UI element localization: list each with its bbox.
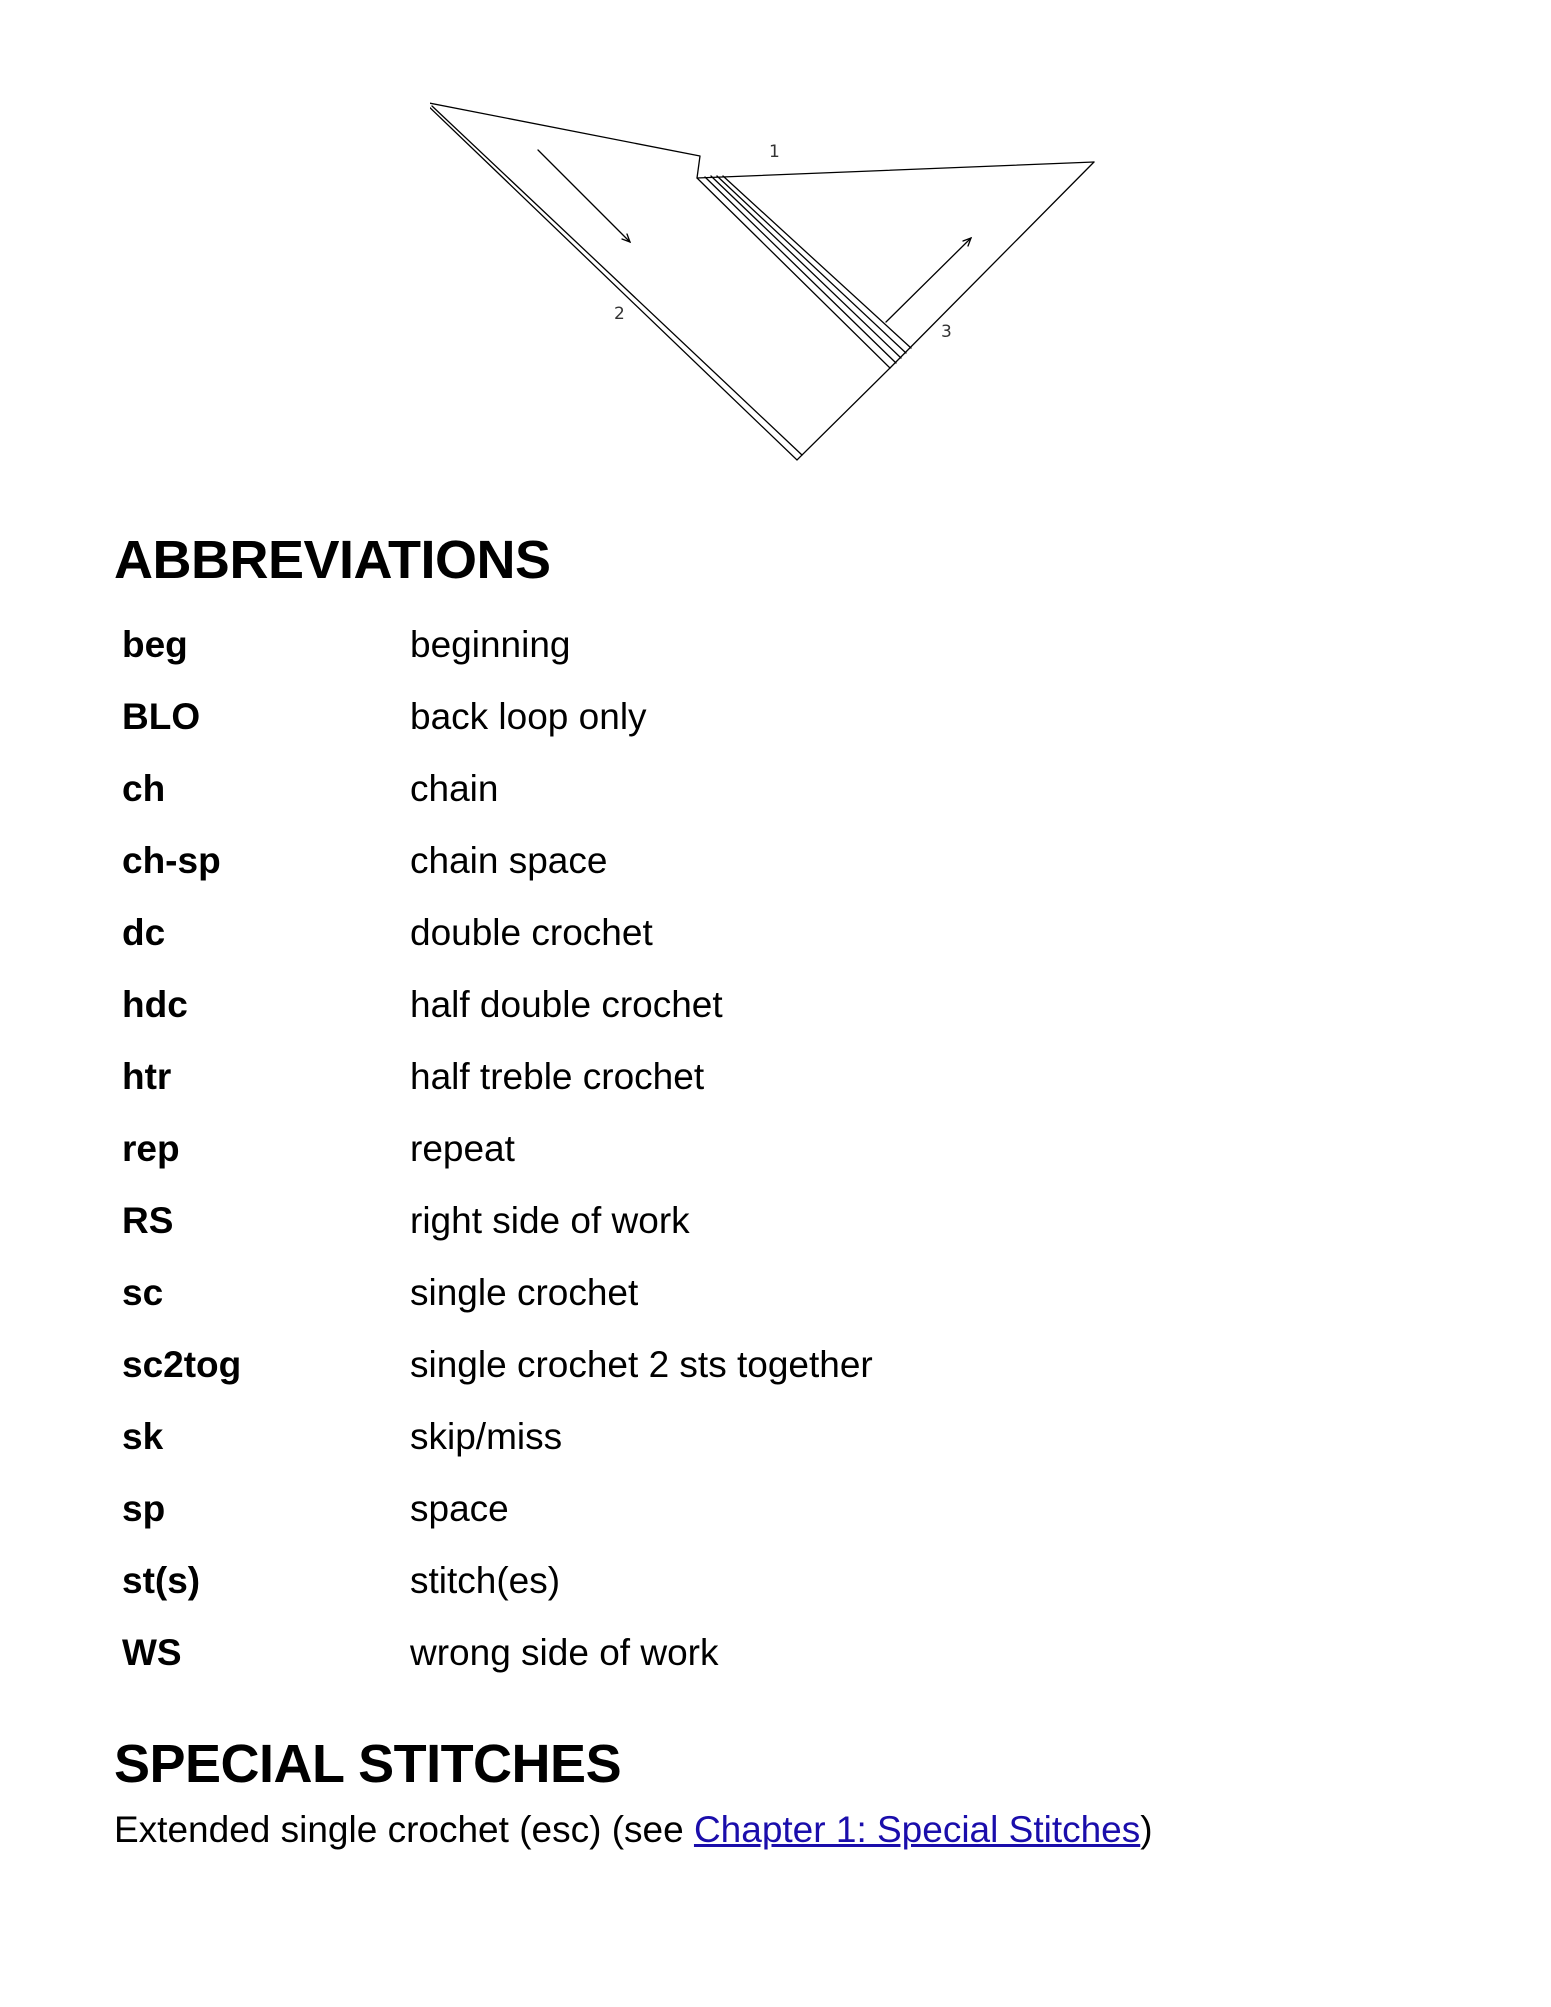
abbreviation-definition: half double crochet (410, 983, 723, 1025)
abbreviation-term: sc (122, 1271, 164, 1313)
abbreviation-definition: single crochet 2 sts together (410, 1343, 873, 1385)
abbreviation-definition: chain (410, 767, 499, 809)
abbreviation-term: beg (122, 623, 188, 665)
abbreviations-heading: ABBREVIATIONS (114, 530, 551, 590)
abbreviation-definition: half treble crochet (410, 1055, 705, 1097)
abbreviation-definition: chain space (410, 839, 608, 881)
direction-arrow-left (538, 150, 630, 242)
shawl-diagram-svg (430, 90, 1130, 490)
special-stitches-text (114, 1808, 1153, 1852)
abbreviation-definition: space (410, 1487, 509, 1529)
abbreviation-term: sp (122, 1487, 166, 1529)
special-stitches-chapter-link[interactable]: Chapter 1: Special Stitches (693, 1809, 1141, 1850)
abbreviation-term: hdc (122, 983, 188, 1025)
abbreviation-definition: right side of work (410, 1199, 690, 1241)
stripe-line-4 (723, 176, 911, 348)
abbreviation-row (122, 1328, 873, 1400)
special-stitches-text-after: ) (1140, 1809, 1153, 1850)
abbreviation-row (122, 1256, 873, 1328)
section-label-3: 3 (941, 322, 952, 342)
abbreviation-definition: single crochet (410, 1271, 639, 1313)
abbreviation-row (122, 1472, 873, 1544)
section-label-1: 1 (769, 142, 780, 162)
shawl-left-edge-inner (432, 106, 802, 455)
shawl-construction-diagram (430, 90, 1130, 490)
abbreviation-term: RS (122, 1199, 174, 1241)
abbreviation-term: WS (122, 1631, 182, 1673)
abbreviation-definition: back loop only (410, 695, 647, 737)
abbreviation-definition: beginning (410, 623, 571, 665)
special-stitches-heading: SPECIAL STITCHES (114, 1734, 622, 1794)
abbreviation-row (122, 896, 873, 968)
abbreviation-term: st(s) (122, 1559, 201, 1601)
abbreviation-term: sc2tog (122, 1343, 242, 1385)
abbreviation-row (122, 1400, 873, 1472)
abbreviation-row (122, 1616, 873, 1688)
abbreviation-row (122, 968, 873, 1040)
abbreviation-term: BLO (122, 695, 201, 737)
abbreviation-row (122, 1040, 873, 1112)
abbreviation-definition: stitch(es) (410, 1559, 561, 1601)
abbreviation-term: htr (122, 1055, 172, 1097)
abbreviation-row (122, 1112, 873, 1184)
abbreviation-term: dc (122, 911, 166, 953)
direction-arrow-right (886, 238, 971, 322)
abbreviations-table-body (122, 608, 873, 1688)
shawl-top-edge-right (697, 162, 1094, 178)
stripe-line-2 (711, 176, 901, 358)
abbreviation-definition: wrong side of work (410, 1631, 719, 1673)
shawl-right-edge (890, 162, 1094, 368)
stripe-line-3 (717, 176, 906, 353)
abbreviation-row (122, 1544, 873, 1616)
abbreviation-term: ch-sp (122, 839, 221, 881)
abbreviation-row (122, 824, 873, 896)
abbreviation-row (122, 752, 873, 824)
abbreviation-term: rep (122, 1127, 180, 1169)
abbreviation-definition: skip/miss (410, 1415, 563, 1457)
special-stitches-text-before: Extended single crochet (esc) (see (114, 1809, 694, 1850)
abbreviation-term: ch (122, 767, 166, 809)
abbreviation-definition: repeat (410, 1127, 515, 1169)
abbreviation-row (122, 680, 873, 752)
abbreviation-row (122, 1184, 873, 1256)
abbreviation-definition: double crochet (410, 911, 653, 953)
abbreviations-table (122, 608, 873, 1688)
stripe-line-1 (705, 177, 896, 363)
section-label-2: 2 (614, 304, 625, 324)
abbreviation-row (122, 608, 873, 680)
abbreviation-term: sk (122, 1415, 164, 1457)
